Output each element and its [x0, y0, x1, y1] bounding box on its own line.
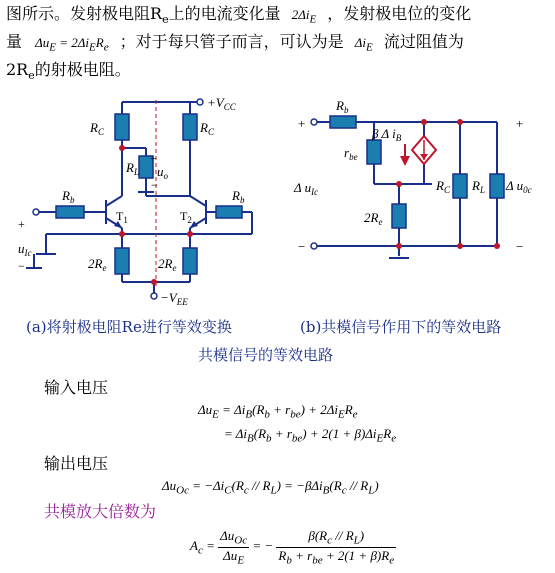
svg-text:Rb: $R_b$: [336, 98, 349, 115]
caption-b: (b)共模信号作用下的等效电路: [300, 318, 502, 336]
svg-text:+: +: [150, 153, 157, 165]
svg-text:2Re: $2R_e$: [158, 256, 177, 273]
input-title: 输入电压: [44, 378, 109, 397]
svg-text:T2: $T_2$: [180, 209, 192, 225]
svg-text:−: −: [18, 259, 25, 273]
circuit-a-diagram: [0, 88, 290, 308]
gain-eq: $A_c$ = $\frac{\Delta u_{Oc}}{\Delta u_E}$ = − $\frac{\beta(R_c // R_L)}{R_b + r_{be} + 2(1 + \beta)R_e}$: [190, 528, 395, 567]
svg-text:β Δ iB: β Δ $i_B$: [372, 126, 402, 143]
svg-text:RL: $R_L$: [472, 178, 485, 195]
caption-center: 共模信号的等效电路: [198, 346, 334, 364]
svg-text:+: +: [18, 217, 25, 231]
svg-text:−: −: [298, 239, 306, 254]
svg-text:RL: $R_L$: [126, 160, 139, 177]
rc-resistor-b: [453, 174, 467, 198]
svg-text:Δ u0c: Δ $u_{0c}$: [506, 178, 532, 195]
rb-resistor-b: [330, 116, 356, 128]
svg-text:−: −: [151, 178, 158, 192]
output-eq: $\Delta u_{Oc} = -\Delta i_C(R_c // R_L) = -\beta\Delta i_B(R_c // R_L)$: [162, 478, 379, 497]
svg-text:+: +: [516, 116, 524, 131]
svg-text:RC: $R_C$: [200, 120, 214, 137]
gain-title: 共模放大倍数为: [44, 502, 157, 521]
svg-text:Δ uIc: Δ $u_{Ic}$: [294, 180, 319, 197]
svg-text:2Re: $2R_e$: [364, 210, 383, 227]
input-eq-2: = $\Delta i_B(R_b + r_{be}) + 2(1 + \beta)\Delta i_ER_e$: [224, 426, 397, 445]
svg-text:−VEE: $-V_{EE}$: [160, 290, 188, 307]
svg-text:uo: $u_o$: [157, 164, 168, 181]
circuit-b-diagram: [284, 94, 554, 269]
rb-left-resistor: [56, 206, 84, 218]
intro-line-2: 量 $\Delta u_E = 2\Delta i_ER_e$ ；对于每只管子而言，可认为是 $\Delta i_E$ 流过阻值为: [6, 32, 464, 54]
re2-resistor-b: [392, 204, 406, 228]
output-title: 输出电压: [44, 454, 109, 473]
svg-text:−: −: [516, 239, 524, 254]
svg-text:RC: $R_C$: [90, 120, 104, 137]
intro-line-3: $2R_e$的射极电阻。: [6, 60, 131, 83]
caption-a: (a)将射极电阻Re进行等效变换: [26, 318, 232, 336]
svg-text:uIc: $u_{Ic}$: [18, 241, 32, 258]
gain-frac-2: $\frac{\beta(R_c // R_L)}{R_b + r_{be} + 2(1 + \beta)R_e}$: [278, 528, 395, 567]
rl-resistor-b: [490, 174, 504, 198]
re-left-resistor: [115, 248, 129, 274]
svg-text:+: +: [298, 116, 306, 131]
rc-right-resistor: [183, 114, 197, 140]
svg-text:T1: $T_1$: [116, 209, 128, 225]
svg-text:Rb: $R_b$: [232, 188, 245, 205]
svg-text:Rb: $R_b$: [62, 188, 75, 205]
svg-text:RC: $R_C$: [436, 178, 450, 195]
svg-text:2Re: $2R_e$: [88, 256, 107, 273]
re-right-resistor: [183, 248, 197, 274]
rbe-resistor-b: [367, 140, 381, 164]
svg-text:rbe: $r_{be}$: [344, 145, 358, 162]
rc-left-resistor: [115, 114, 129, 140]
gain-frac-1: $\frac{\Delta u_{Oc}}{\Delta u_E}$: [220, 528, 248, 567]
intro-line-1: 图所示。发射极电阻$R_e$上的电流变化量 $2\Delta i_E$ ，发射极电位的变化: [6, 4, 472, 27]
vcc-label: $+V_{CC}$: [207, 95, 236, 112]
rb-right-resistor: [216, 206, 242, 218]
input-eq-1: $\Delta u_E = \Delta i_B(R_b + r_{be}) + 2\Delta i_ER_e$: [198, 402, 358, 421]
